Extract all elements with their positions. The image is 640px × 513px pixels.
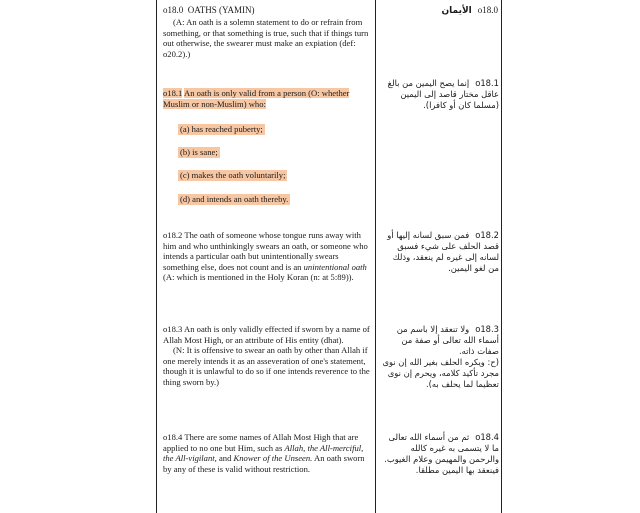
section-o18-4: o18.4 There are some names of Allah Most High that are applied to no one but Him, such as Allah, the All-merciful, the All-vigilant, and Knower of the Unseen. An oath sworn by any of these is valid without restriction. — [163, 432, 365, 474]
arabic-heading: الأيمان — [441, 6, 472, 16]
arabic-o18-1: o18.1إنما يصح اليمين من بالغ عاقل مختار قاصد إلى اليمين (مسلما كان أو كافرا). — [387, 78, 499, 110]
arabic-section-title — [418, 5, 498, 16]
o18-1-item-d: (d) and intends an oath thereby. — [180, 194, 289, 204]
section-o18-1 — [163, 88, 371, 109]
section-code: o18.0 — [163, 5, 184, 15]
arabic-o18-3-note: (ح: ويكره الحلف بغير الله إن نوى مجرد تأكيد كلامه، ويحرم إن نوى تعظيما لما يحلف به). — [382, 357, 499, 389]
section-heading: OATHS (YAMIN) — [187, 5, 255, 15]
arabic-o18-2: o18.2فمن سبق لسانه إليها أو قصد الحلف على شيء فسبق لسانه إلى غيره لم ينعقد، وذلك من لغو اليمين. — [387, 230, 499, 273]
unintentional-oath-term: unintentional oath — [303, 261, 367, 272]
right-border — [501, 0, 502, 513]
column-divider — [375, 0, 376, 513]
arabic-o18-3: o18.3ولا تنعقد إلا باسم من أسماء الله تعالى أو صفة من صفات ذاته. (ح: ويكره الحلف بغير الله إن نوى مجرد تأكيد كلامه، ويحرم إن نوى تعظيما لما يحلف به). — [382, 324, 499, 389]
o18-1-item-b: (b) is sane; — [180, 147, 218, 157]
o18-3-note: (N: It is offensive to swear an oath by other than Allah if one merely intends it as an asseveration of one's statement, though it is unlawful to do so if one intends reverence to the thing sworn by.) — [163, 345, 370, 387]
section-title — [163, 5, 255, 15]
section-o18-2: o18.2 The oath of someone whose tongue runs away with him and who unthinkingly swears an oath, or someone who intends a particular oath but unintentionally swears something else, does not count and is an unintentional oath (A: which is mentioned in the Holy Koran (n: at 5:89)). — [163, 230, 368, 283]
o18-4-code: o18.4 — [163, 432, 183, 442]
o18-2-code: o18.2 — [163, 230, 183, 240]
o18-3-code: o18.3 — [163, 324, 183, 334]
o18-1-item-c: (c) makes the oath voluntarily; — [180, 170, 286, 180]
arabic-o18-4: o18.4ثم من أسماء الله تعالى ما لا يتسمى به غيره كالله والرحمن والمهيمن وعلام الغيوب. فينعقد بها اليمين مطلقا. — [384, 432, 499, 475]
o18-1-code: o18.1 — [163, 88, 183, 98]
o18-1-text: An oath is only valid from a person (O: whether Muslim or non-Muslim) who: — [163, 88, 350, 109]
section-o18-3: o18.3 An oath is only validly effected if sworn by a name of Allah Most High, or an attribute of His entity (dhat). (N: It is offensive to swear an oath by other than Allah if one merely intends it as an asseveration of one's statement, though it is unlawful to do so if one intends reverence to the thing sworn by.) — [163, 324, 370, 387]
arabic-section-code: o18.0 — [477, 5, 498, 15]
o18-1-item-a: (a) has reached puberty; — [180, 124, 263, 134]
left-border — [156, 0, 157, 513]
intro-paragraph: (A: An oath is a solemn statement to do or refrain from something, or that something is true, such that if things turn out otherwise, the swearer must make an expiation (def: o20.2).) — [163, 17, 369, 59]
